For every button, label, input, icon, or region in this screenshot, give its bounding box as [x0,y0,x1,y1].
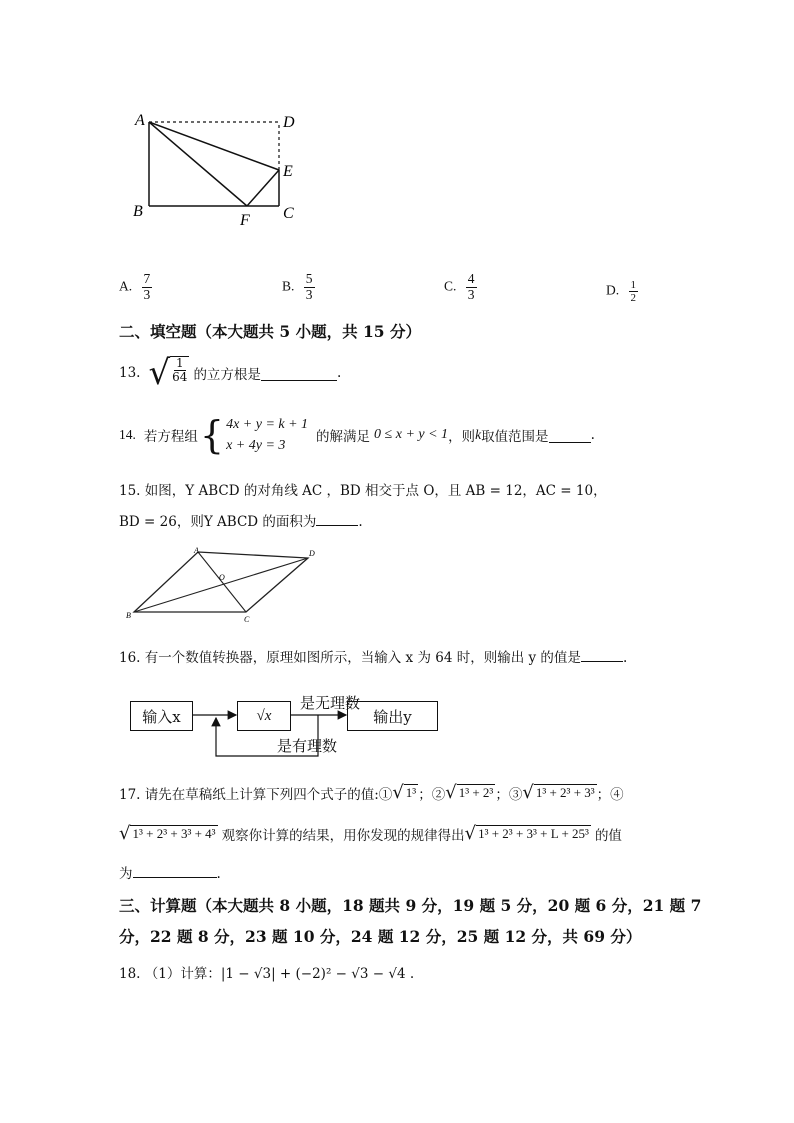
label-E: E [283,163,293,180]
question-15-line2: BD = 26，则Y ABCD 的面积为 . [119,514,363,530]
flow-output-box: 输出y [347,701,438,731]
flow-sqrt-box: √x [237,701,291,731]
label-B: B [126,611,131,620]
rectangle-figure [120,108,320,233]
label-D: D [283,114,295,131]
question-17-line2: √ 1³ + 2³ + 3³ + 4³ 观察你计算的结果，用你发现的规律得出 √ 1³ + 2³ + 3³ + L + 25³ 的值 [119,823,622,844]
option-b: B. $\frac{5}{3}$ [282,271,313,302]
answer-blank [549,428,591,443]
question-14: 14. 若方程组 { 4x + y = k + 1 x + 4y = 3 的解满足 0 ≤ x + y < 1 ，则 k 取值范围是 . [119,413,595,457]
option-d: D. $\frac{1}{2}$ [606,279,636,305]
label-C: C [283,205,294,222]
answer-blank [261,366,337,381]
section-heading-fill-blank: 二、填空题（本大题共 5 小题，共 15 分） [119,322,421,341]
question-18: 18. （1）计算：|1 − √3| + (−2)² − √3 − √4 . [119,966,415,982]
parallelogram-figure [118,544,328,624]
option-c: C. $\frac{4}{3}$ [444,271,475,302]
flow-input-box: 输入x [130,701,193,731]
option-a: A. $\frac{7}{3}$ [119,271,151,302]
label-C: C [244,615,250,624]
flow-irrational-label: 是无理数 [300,694,361,712]
answer-blank [316,513,358,526]
label-B: B [133,203,143,220]
label-A: A [135,112,145,129]
question-17-line3: 为 . [119,866,221,882]
section-heading-calculation-2: 分，22 题 8 分，23 题 10 分，24 题 12 分，25 题 12 分，共 69 分） [119,927,642,946]
flow-rational-label: 是有理数 [277,737,338,755]
section-heading-calculation-1: 三、计算题（本大题共 8 小题，18 题共 9 分，19 题 5 分，20 题 6 分，21 题 7 [119,896,702,915]
question-16: 16. 有一个数值转换器，原理如图所示，当输入 x 为 64 时，则输出 y 的值是 . [119,650,628,666]
question-17-line1: 17. 请先在草稿纸上计算下列四个式子的值:① √ 1³ ；② √ 1³ + 2³ ；③ √ 1³ + 2³ + 3³ ；④ [119,782,624,803]
label-O: O [219,573,225,582]
question-13: 13. √ $\frac{1}{64}$ 的立方根是 . [119,353,342,393]
label-F: F [240,212,250,229]
label-A: A [194,546,199,555]
question-15-line1: 15. 如图，Y ABCD 的对角线 AC ，BD 相交于点 O，且 AB = 12，AC = 10， [119,483,607,499]
label-D: D [309,549,315,558]
answer-blank [581,649,623,662]
answer-blank [133,865,217,878]
